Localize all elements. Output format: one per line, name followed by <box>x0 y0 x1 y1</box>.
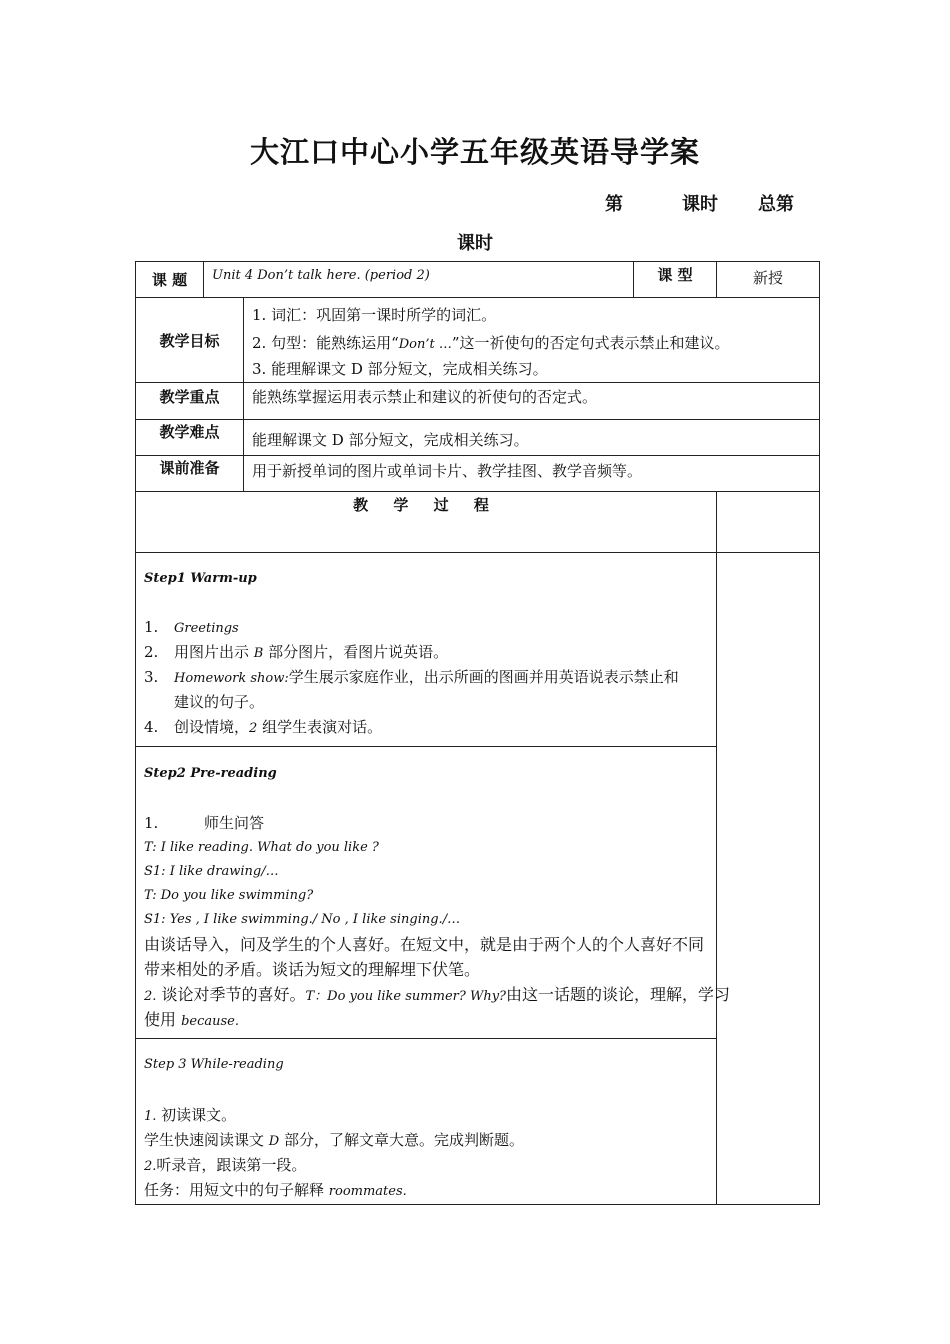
step3-line-4: 任务：用短文中的句子解释 roommates. <box>144 1181 407 1199</box>
difficult-value: 能理解课文 D 部分短文，完成相关练习。 <box>244 420 820 456</box>
step1-item-3-cont: 建议的句子。 <box>174 693 265 711</box>
step1-item-1: 1. Greetings <box>144 618 239 636</box>
notes-cell-0 <box>717 492 820 553</box>
type-value: 新授 <box>717 262 820 298</box>
dialog-line-4: S1: Yes , I like swimming./ No , I like singing./… <box>144 912 461 927</box>
step2-item-2: 2. 谈论对季节的喜好。T：Do you like summer? Why?由这一话题的谈论，理解，学习 <box>144 985 731 1004</box>
step3-line-1: 1. 初读课文。 <box>144 1106 237 1124</box>
topic-label: 课 题 <box>136 262 204 298</box>
goal-3: 3. 能理解课文 D 部分短文，完成相关练习。 <box>252 360 548 378</box>
header-zongdi: 总第 <box>758 194 794 215</box>
header-keshi: 课时 <box>682 194 718 215</box>
step2-cell <box>136 747 731 1039</box>
goal-2: 2. 句型：能熟练运用“Don’t …”这一祈使句的否定句式表示禁止和建议。 <box>252 334 730 352</box>
step1-item-3: 3. Homework show:学生展示家庭作业，出示所画的图画并用英语说表示禁止和 <box>144 668 679 686</box>
document-title: 大江口中心小学五年级英语导学案 <box>249 135 700 169</box>
step3-cell <box>136 1039 717 1205</box>
step1-row <box>136 553 820 747</box>
step1-item-4: 4. 创设情境，2 组学生表演对话。 <box>144 718 383 736</box>
goal-1: 1. 词汇：巩固第一课时所学的词汇。 <box>252 306 497 324</box>
step1-title: Step1 Warm-up <box>144 571 257 586</box>
difficult-label: 教学难点 <box>136 420 244 456</box>
difficult-row <box>136 420 820 456</box>
step2-item-1: 1. 师生问答 <box>144 814 265 832</box>
key-row <box>136 383 820 420</box>
step1-item-2: 2. 用图片出示 B 部分图片，看图片说英语。 <box>144 643 449 661</box>
step2-para-2: 带来相处的矛盾。谈话为短文的理解埋下伏笔。 <box>144 960 481 979</box>
key-value: 能熟练掌握运用表示禁止和建议的祈使句的否定式。 <box>244 383 820 420</box>
process-heading-row <box>136 492 820 553</box>
prep-value: 用于新授单词的图片或单词卡片、教学挂图、教学音频等。 <box>244 456 820 492</box>
type-label: 课 型 <box>634 262 717 298</box>
goals-row <box>136 298 820 383</box>
lesson-plan-table <box>135 261 820 1205</box>
step1-cell <box>136 553 717 747</box>
topic-row <box>136 262 820 298</box>
dialog-line-2: S1: I like drawing/… <box>144 864 279 879</box>
step2-title: Step2 Pre-reading <box>144 766 277 781</box>
goals-label: 教学目标 <box>136 298 244 383</box>
prep-label: 课前准备 <box>136 456 244 492</box>
step3-line-2: 学生快速阅读课文 D 部分，了解文章大意。完成判断题。 <box>144 1131 524 1149</box>
notes-cell-1 <box>717 553 820 1205</box>
key-label: 教学重点 <box>136 383 244 420</box>
goals-cell <box>244 298 820 383</box>
header-di: 第 <box>605 194 623 215</box>
dialog-line-1: T: I like reading. What do you like ? <box>144 840 379 855</box>
step2-para-1: 由谈话导入，问及学生的个人喜好。在短文中，就是由于两个人的个人喜好不同 <box>144 935 705 954</box>
topic-value: Unit 4 Don’t talk here. (period 2) <box>204 262 634 298</box>
prep-row <box>136 456 820 492</box>
step3-line-3: 2.听录音，跟读第一段。 <box>144 1156 307 1174</box>
process-heading: 教 学 过 程 <box>136 492 717 553</box>
step3-title: Step 3 While-reading <box>144 1057 284 1072</box>
step2-item-2-cont: 使用 because. <box>144 1010 240 1029</box>
header-keshi-2: 课时 <box>457 233 493 254</box>
dialog-line-3: T: Do you like swimming? <box>144 888 314 903</box>
